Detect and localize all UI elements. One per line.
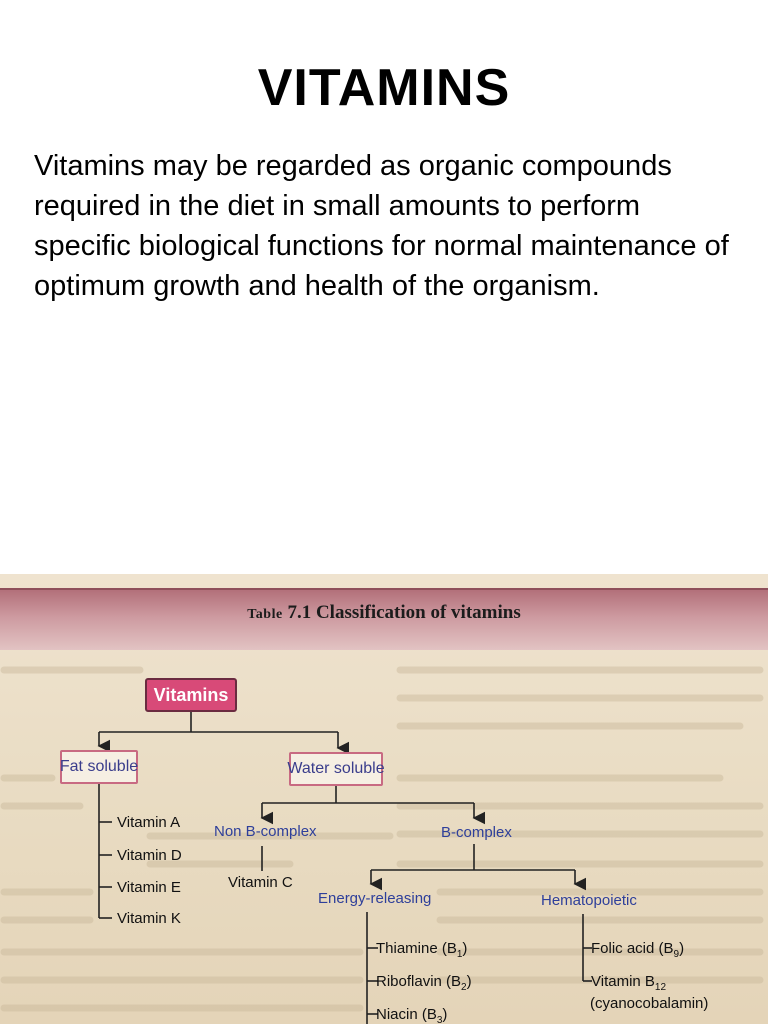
slide-body-text: Vitamins may be regarded as organic compounds required in the diet in small amounts to perform specific biological functions for normal maintenance of optimum growth and health of the organism. <box>34 150 729 302</box>
folic-acid-label: Folic acid $(B_9)$ <box>591 940 685 960</box>
textbook-table-photo <box>0 574 768 1024</box>
niacin-label: Niacin $(B_3)$ <box>376 1006 448 1024</box>
fat-vitamin-e: Vitamin E <box>117 879 181 896</box>
vitamins-root-node: Vitamins <box>145 678 237 712</box>
vitamin-b12-label: Vitamin $B_{12}$ <box>591 973 667 993</box>
table-title-prefix: Table <box>247 607 283 622</box>
fat-vitamin-k: Vitamin K <box>117 910 181 927</box>
riboflavin-label: Riboflavin $(B_2)$ <box>376 973 472 993</box>
non-b-complex-label: Non B-complex <box>214 823 317 840</box>
fat-vitamin-d: Vitamin D <box>117 847 182 864</box>
energy-releasing-label: Energy-releasing <box>318 890 432 907</box>
thiamine-label: Thiamine $(B_1)$ <box>376 940 468 960</box>
cyanocobalamin-note: (cyanocobalamin) <box>590 995 709 1012</box>
vitamin-c-label: Vitamin C <box>228 874 293 891</box>
fat-vitamin-a: Vitamin A <box>117 814 181 831</box>
water-soluble-node: Water soluble <box>289 752 383 786</box>
hematopoietic-label: Hematopoietic <box>541 892 637 909</box>
slide-title: VITAMINS <box>257 59 511 117</box>
b-complex-label: B-complex <box>441 824 512 841</box>
table-title-text: 7.1 Classification of vitamins <box>287 602 521 623</box>
fat-soluble-node: Fat soluble <box>60 750 138 784</box>
